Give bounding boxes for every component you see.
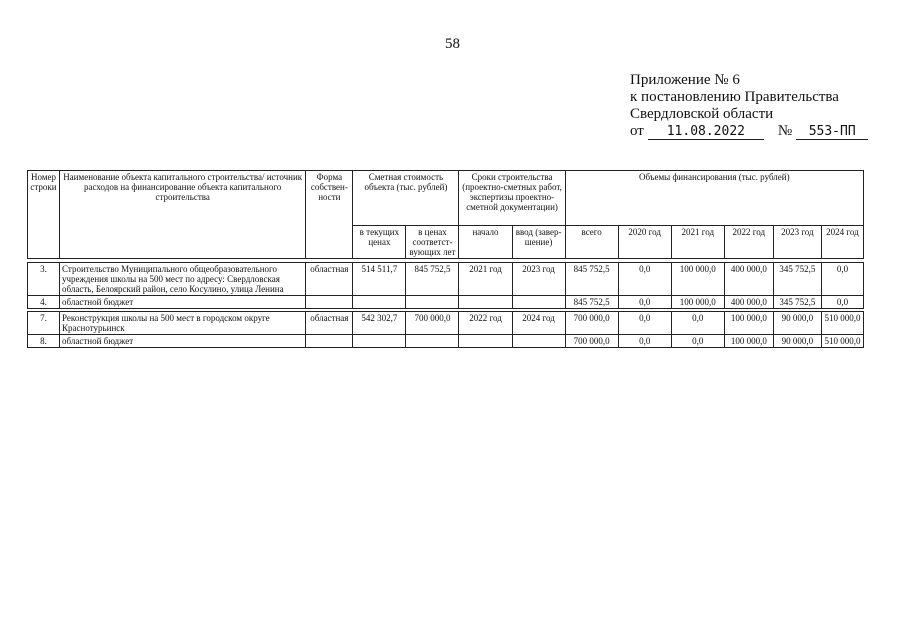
end-year (512, 335, 565, 348)
header-total: всего (565, 226, 618, 259)
header-funding-volumes: Объемы финансирования (тыс. рублей) (565, 171, 863, 226)
funding-2022: 100 000,0 (724, 335, 773, 348)
header-2023: 2023 год (773, 226, 821, 259)
resolution-date: 11.08.2022 (648, 124, 764, 140)
object-name: Реконструкция школы на 500 мест в городском округе Краснотурьинск (60, 312, 306, 335)
number-prefix: № (777, 123, 793, 139)
start-year (459, 335, 512, 348)
header-2024: 2024 год (821, 226, 863, 259)
funding-total: 700 000,0 (565, 312, 618, 335)
header-ownership: Форма собствен-ности (306, 171, 353, 259)
cost-current: 514 511,7 (353, 263, 406, 296)
funding-2020: 0,0 (618, 335, 671, 348)
object-name: Строительство Муниципального общеобразовательного учреждения школы на 500 мест по адресу: Свердловская область, Белоярский район, село Косулино, улица Ленина (60, 263, 306, 296)
funding-2021: 0,0 (671, 312, 724, 335)
header-construction-terms: Сроки строительства (проектно-сметных работ, экспертизы проектно-сметной документации) (459, 171, 565, 226)
ownership (306, 296, 353, 309)
object-name: областной бюджет (60, 296, 306, 309)
header-start: начало (459, 226, 512, 259)
start-year: 2022 год (459, 312, 512, 335)
appendix-date-row (630, 123, 880, 140)
funding-2023: 90 000,0 (773, 312, 821, 335)
funding-2023: 345 752,5 (773, 296, 821, 309)
funding-2020: 0,0 (618, 263, 671, 296)
funding-2022: 100 000,0 (724, 312, 773, 335)
funding-2021: 0,0 (671, 335, 724, 348)
start-year (459, 296, 512, 309)
object-name: областной бюджет (60, 335, 306, 348)
ownership: областная (306, 263, 353, 296)
funding-2024: 510 000,0 (821, 335, 863, 348)
end-year (512, 296, 565, 309)
table-row (28, 296, 864, 309)
cost-current (353, 296, 406, 309)
row-number: 7. (28, 312, 60, 335)
funding-total: 700 000,0 (565, 335, 618, 348)
funding-2022: 400 000,0 (724, 263, 773, 296)
appendix-header (630, 72, 880, 140)
row-number: 8. (28, 335, 60, 348)
funding-2023: 90 000,0 (773, 335, 821, 348)
funding-2022: 400 000,0 (724, 296, 773, 309)
header-2022: 2022 год (724, 226, 773, 259)
header-current-prices: в текущих ценах (353, 226, 406, 259)
appendix-line-resolution: к постановлению Правительства (630, 89, 839, 105)
header-row-number: Номер строки (28, 171, 60, 259)
row-number: 4. (28, 296, 60, 309)
cost-corresponding: 700 000,0 (406, 312, 459, 335)
cost-current (353, 335, 406, 348)
page-number: 58 (445, 36, 460, 52)
header-commissioning: ввод (завер-шение) (512, 226, 565, 259)
header-2020: 2020 год (618, 226, 671, 259)
start-year: 2021 год (459, 263, 512, 296)
table-row (28, 263, 864, 296)
funding-2021: 100 000,0 (671, 263, 724, 296)
end-year: 2023 год (512, 263, 565, 296)
appendix-line-region: Свердловской области (630, 106, 774, 122)
resolution-number: 553-ПП (796, 124, 868, 140)
cost-corresponding (406, 296, 459, 309)
header-corresponding-prices: в ценах соответст-вующих лет (406, 226, 459, 259)
funding-total: 845 752,5 (565, 263, 618, 296)
funding-2024: 510 000,0 (821, 312, 863, 335)
date-prefix: от (630, 123, 644, 139)
funding-2023: 345 752,5 (773, 263, 821, 296)
funding-2021: 100 000,0 (671, 296, 724, 309)
appendix-title: Приложение № 6 (630, 72, 740, 88)
table-row (28, 312, 864, 335)
funding-2020: 0,0 (618, 296, 671, 309)
ownership (306, 335, 353, 348)
ownership: областная (306, 312, 353, 335)
funding-total: 845 752,5 (565, 296, 618, 309)
cost-corresponding: 845 752,5 (406, 263, 459, 296)
cost-current: 542 302,7 (353, 312, 406, 335)
header-2021: 2021 год (671, 226, 724, 259)
table-row (28, 335, 864, 348)
funding-2020: 0,0 (618, 312, 671, 335)
header-estimated-cost: Сметная стоимость объекта (тыс. рублей) (353, 171, 459, 226)
cost-corresponding (406, 335, 459, 348)
funding-2024: 0,0 (821, 296, 863, 309)
row-number: 3. (28, 263, 60, 296)
end-year: 2024 год (512, 312, 565, 335)
header-object-name: Наименование объекта капитального строительства/ источник расходов на финансирование объекта капитального строительства (60, 171, 306, 259)
funding-2024: 0,0 (821, 263, 863, 296)
financing-table (27, 170, 864, 348)
